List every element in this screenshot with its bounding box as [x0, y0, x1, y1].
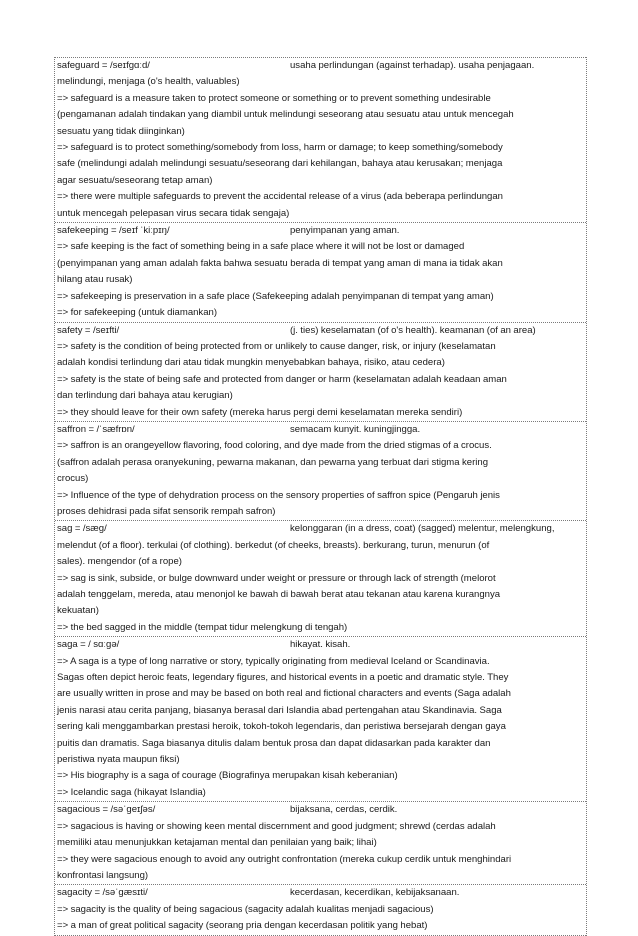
entry-text-line: => safekeeping is preservation in a safe place (Safekeeping adalah penyimpanan di tempat yang aman): [57, 290, 494, 302]
entry-meaning: penyimpanan yang aman.: [290, 225, 400, 237]
entry-headline: [55, 422, 586, 438]
entry-headline: [55, 885, 586, 901]
entry-text-line: peristiwa nyata maupun fiksi): [57, 754, 180, 766]
entry-text-line: untuk mencegah pelepasan virus secara tidak sengaja): [57, 207, 290, 219]
entry-term: sagacious = /səˈɡeɪʃəs/: [57, 804, 156, 816]
entry-term: safety = /seɪfti/: [57, 324, 120, 336]
dictionary-entry: [55, 421, 586, 520]
entry-text-line: => A saga is a type of long narrative or story, typically originating from medieval Iceland or Scandinavia.: [57, 655, 490, 667]
entry-text-line: => a man of great political sagacity (seorang pria dengan kecerdasan politik yang hebat): [57, 920, 428, 932]
entry-text-line: proses dehidrasi pada sifat sensorik rempah safron): [57, 505, 276, 517]
entry-headline: [55, 323, 586, 339]
entry-text-line: => Influence of the type of dehydration process on the sensory properties of saffron spice (Pengaruh jenis: [57, 489, 500, 501]
entry-headline: [55, 521, 586, 537]
entry-text-line: => there were multiple safeguards to prevent the accidental release of a virus (ada beberapa perlindungan: [57, 191, 503, 203]
entry-text-line: => safety is the state of being safe and protected from danger or harm (keselamatan adalah keadaan aman: [57, 373, 507, 385]
entry-term: saffron = /ˈsæfrɒn/: [57, 423, 135, 435]
entry-text-line: => sag is sink, subside, or bulge downward under weight or pressure or through lack of strength (melorot: [57, 572, 496, 584]
entry-text-line: adalah kondisi terlindung dari atau tidak mungkin menyebabkan bahaya, risiko, atau cedera): [57, 357, 445, 369]
dictionary-entry: [55, 884, 586, 935]
entry-text-line: puitis dan dramatis. Saga biasanya ditulis dalam bentuk prosa dan dapat didasarkan pada karakter dan: [57, 737, 491, 749]
entry-headline: [55, 223, 586, 239]
entry-meaning: semacam kunyit. kuningjingga.: [290, 423, 421, 435]
dictionary-entry: [55, 801, 586, 884]
entry-text-line: => sagacity is the quality of being sagacious (sagacity adalah kualitas menjadi sagacious): [57, 903, 434, 915]
entry-headline: [55, 58, 586, 74]
entry-text-line: => they should leave for their own safety (mereka harus pergi demi keselamatan mereka sendiri): [57, 406, 463, 418]
dictionary-entry: [55, 222, 586, 321]
entry-meaning: hikayat. kisah.: [290, 639, 351, 651]
entry-text-line: jenis narasi atau cerita panjang, biasanya berasal dari Islandia abad pertengahan atau Skandinavia. Saga: [57, 704, 502, 716]
entry-text-line: => they were sagacious enough to avoid any outright confrontation (mereka cukup cerdik untuk menghindari: [57, 853, 512, 865]
dictionary-entries: [54, 57, 587, 936]
entry-text-line: melindungi, menjaga (o's health, valuables): [57, 76, 240, 88]
entry-text-line: crocus): [57, 473, 89, 485]
entry-text-line: are usually written in prose and may be based on both real and fictional characters and events (Saga adalah: [57, 688, 511, 700]
entry-headline: [55, 802, 586, 818]
entry-term: safeguard = /seɪfɡɑːd/: [57, 60, 150, 71]
entry-text-line: (penyimpanan yang aman adalah fakta bahwa sesuatu berada di tempat yang aman di mana ia tidak akan: [57, 257, 503, 269]
entry-text-line: adalah tenggelam, mereda, atau menonjol ke bawah di bawah berat atau tekanan atau karena kurangnya: [57, 589, 501, 600]
entry-text-line: agar sesuatu/seseorang tetap aman): [57, 174, 213, 186]
entry-text-line: => His biography is a saga of courage (Biografinya merupakan kisah keberanian): [57, 770, 398, 782]
entry-text-line: (pengamanan adalah tindakan yang diambil untuk melindungi seseorang atau sesuatu atau untuk mencegah: [57, 109, 514, 121]
entry-text-line: memiliki atau menunjukkan ketajaman mental dan penilaian yang baik; lihai): [57, 837, 377, 849]
entry-text-line: => for safekeeping (untuk diamankan): [57, 307, 218, 319]
entry-text-line: => safety is the condition of being protected from or unlikely to cause danger, risk, or injury (keselamatan: [57, 340, 496, 352]
entry-text-line: => Icelandic saga (hikayat Islandia): [57, 786, 206, 798]
entry-meaning: bijaksana, cerdas, cerdik.: [290, 804, 398, 816]
entry-text-line: melendut (of a floor). terkulai (of clothing). berkedut (of cheeks, breasts). berkurang, turun, menurun (of: [57, 539, 490, 551]
entry-text-line: sering kali menggambarkan prestasi heroik, tokoh-tokoh legendaris, dan peristiwa bersejarah dengan gaya: [57, 721, 506, 733]
entry-text-line: => the bed sagged in the middle (tempat tidur melengkung di tengah): [57, 621, 348, 633]
entry-text-line: hilang atau rusak): [57, 274, 133, 286]
entry-text-line: sesuatu yang tidak diinginkan): [57, 125, 185, 137]
dictionary-entry: [55, 322, 586, 421]
entry-text-line: => safeguard is a measure taken to protect someone or something or to prevent something undesirable: [57, 92, 491, 104]
entry-headline: [55, 637, 586, 653]
entry-meaning: usaha perlindungan (against terhadap). usaha penjagaan.: [290, 60, 535, 71]
entry-meaning: kecerdasan, kecerdikan, kebijaksanaan.: [290, 887, 460, 899]
entry-text-line: kekuatan): [57, 605, 99, 617]
entry-text-line: => saffron is an orangeyellow flavoring, food coloring, and dye made from the dried stigmas of a crocus.: [57, 440, 492, 452]
entry-term: safekeeping = /seɪf ˈkiːpɪŋ/: [57, 225, 170, 237]
entry-text-line: (saffron adalah perasa oranyekuning, pewarna makanan, dan pewarna yang terbuat dari stigma kering: [57, 456, 489, 468]
entry-text-line: => sagacious is having or showing keen mental discernment and good judgment; shrewd (cerdas adalah: [57, 820, 496, 832]
dictionary-entry: [55, 520, 586, 636]
dictionary-entry: [55, 57, 586, 222]
entry-text-line: konfrontasi langsung): [57, 869, 149, 881]
entry-meaning: (j. ties) keselamatan (of o's health). keamanan (of an area): [290, 324, 536, 336]
entry-text-line: => safe keeping is the fact of something being in a safe place where it will not be lost or damaged: [57, 241, 465, 253]
dictionary-entry: [55, 636, 586, 801]
entry-text-line: Sagas often depict heroic feats, legendary figures, and historical events in a poetic and dramatic style. They: [57, 672, 509, 684]
entry-text-line: dan terlindung dari bahaya atau kerugian): [57, 390, 233, 402]
entry-text-line: sales). mengendor (of a rope): [57, 556, 182, 568]
entry-meaning: kelonggaran (in a dress, coat) (sagged) melentur, melengkung,: [290, 523, 555, 535]
entry-term: sagacity = /səˈɡæsɪti/: [57, 887, 148, 899]
entry-text-line: => safeguard is to protect something/somebody from loss, harm or damage; to keep something/somebody: [57, 142, 503, 154]
entry-term: sag = /sæɡ/: [57, 523, 107, 535]
entry-term: saga = / sɑːɡə/: [57, 639, 120, 651]
entry-text-line: safe (melindungi adalah melindungi sesuatu/seseorang dari kehilangan, bahaya atau kerusakan; menjaga: [57, 158, 503, 170]
